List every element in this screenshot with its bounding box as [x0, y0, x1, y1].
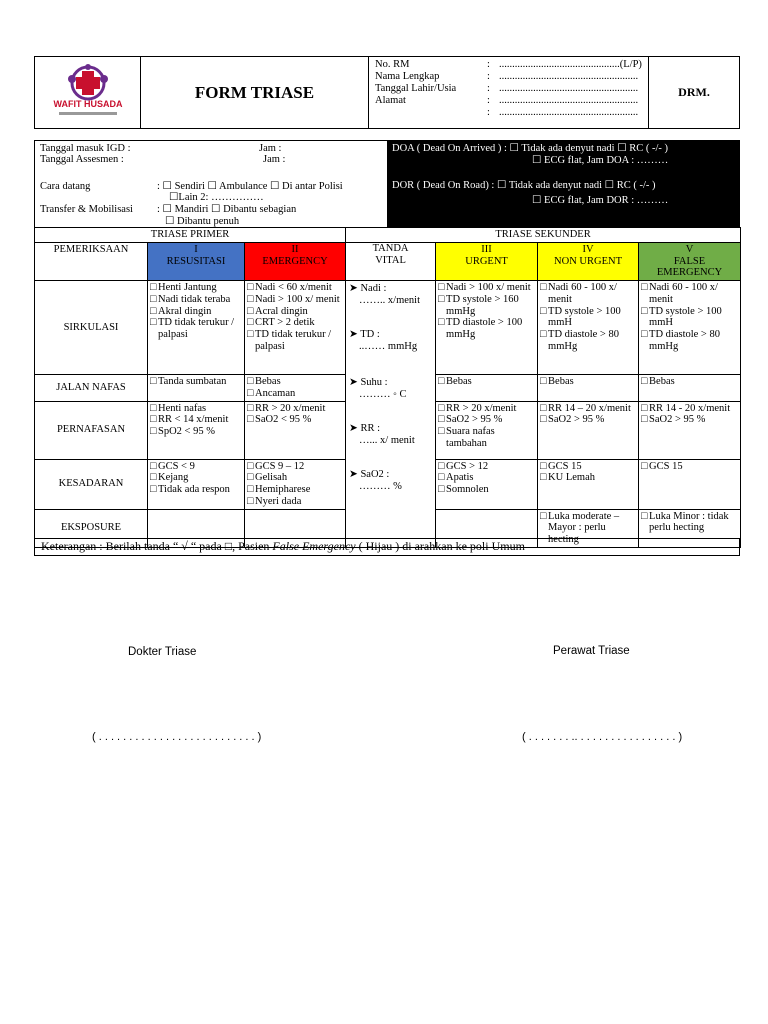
- cell-pernafasan-resusitasi: [148, 401, 245, 459]
- cell-jalan-nafas-urgent-item[interactable]: [438, 376, 535, 388]
- cell-pernafasan-non-urgent: [538, 401, 639, 459]
- checkbox-icon[interactable]: □: [438, 414, 445, 426]
- cell-pernafasan-emergency-item[interactable]: [247, 414, 343, 426]
- pemeriksaan-heading: PEMERIKSAAN: [35, 242, 148, 280]
- criteria-label: Henti Jantung: [158, 282, 217, 293]
- criteria-label: SaO2 > 95 %: [649, 414, 706, 426]
- row-sirkulasi: [35, 281, 741, 375]
- cell-jalan-nafas-non-urgent-item[interactable]: [540, 376, 636, 388]
- criteria-label: RR 14 - 20 x/menit: [649, 402, 731, 414]
- criteria-label: Nadi 60 - 100 x/ menit: [649, 282, 718, 305]
- checkbox-icon[interactable]: □: [540, 376, 547, 387]
- criteria-label: TD tidak terukur / palpasi: [158, 317, 235, 340]
- criteria-label: RR > 20 x/menit: [255, 402, 326, 414]
- cell-sirkulasi-non-urgent-item[interactable]: [540, 282, 636, 306]
- cell-kesadaran-non-urgent: [538, 459, 639, 509]
- criteria-label: RR > 20 x/menit: [446, 402, 517, 414]
- criteria-label: Henti nafas: [158, 402, 207, 414]
- jam-masuk-field[interactable]: Jam :: [259, 143, 282, 154]
- cell-kesadaran-emergency-item[interactable]: [247, 472, 343, 484]
- criteria-label: Akral dingin: [158, 305, 212, 317]
- checkbox-icon[interactable]: □: [641, 282, 648, 293]
- criteria-label: Hemipharese: [255, 484, 311, 495]
- cell-kesadaran-non-urgent-item[interactable]: [540, 472, 636, 484]
- cell-kesadaran-resusitasi-item[interactable]: [150, 484, 242, 496]
- cell-kesadaran-emergency-item[interactable]: [247, 461, 343, 473]
- criteria-label: RR 14 – 20 x/menit: [548, 402, 631, 414]
- criteria-label: Nadi > 100 x/ menit: [446, 282, 531, 293]
- cell-pernafasan-non-urgent-item[interactable]: [540, 403, 636, 415]
- cell-sirkulasi-resusitasi-item[interactable]: [150, 294, 242, 306]
- cell-pernafasan-non-urgent-item[interactable]: [540, 414, 636, 426]
- checkbox-icon[interactable]: □: [150, 460, 157, 472]
- cell-sirkulasi-emergency-item[interactable]: [247, 282, 343, 294]
- checkbox-icon[interactable]: □: [150, 305, 157, 317]
- criteria-label: Nadi < 60 x/menit: [255, 282, 332, 293]
- criteria-label: SaO2 > 95 %: [446, 414, 503, 426]
- cell-sirkulasi-emergency: [245, 281, 346, 375]
- dokter-signature-line[interactable]: ( . . . . . . . . . . . . . . . . . . . . . . . . . . ): [92, 731, 262, 743]
- criteria-label: Tidak ada respon: [158, 484, 230, 495]
- cell-kesadaran-emergency-item[interactable]: [247, 484, 343, 496]
- checkbox-icon[interactable]: □: [641, 376, 648, 387]
- svg-text:WAFIT HUSADA: WAFIT HUSADA: [53, 98, 122, 109]
- cell-kesadaran-false-emergency-item[interactable]: [641, 461, 738, 473]
- criteria-label: Bebas: [649, 376, 675, 387]
- cell-sirkulasi-emergency-item[interactable]: [247, 329, 343, 353]
- checkbox-icon[interactable]: □: [247, 472, 254, 484]
- doa-dor-panel: [387, 141, 739, 227]
- cell-jalan-nafas-urgent: [436, 375, 538, 402]
- cell-sirkulasi-resusitasi-item[interactable]: [150, 282, 242, 294]
- checkbox-icon[interactable]: □: [247, 484, 254, 495]
- cell-sirkulasi-false-emergency: [639, 281, 741, 375]
- checkbox-icon[interactable]: □: [540, 414, 547, 426]
- triage-table: [34, 227, 741, 548]
- criteria-label: Bebas: [548, 376, 574, 387]
- admission-left: [35, 141, 387, 227]
- form-header: [34, 56, 740, 129]
- checkbox-icon[interactable]: □: [438, 426, 445, 437]
- criteria-label: TD systole > 100 mmH: [548, 305, 621, 329]
- checkbox-icon[interactable]: □: [540, 472, 547, 484]
- checkbox-icon[interactable]: □: [438, 376, 445, 387]
- checkbox-icon[interactable]: □: [540, 510, 547, 522]
- perawat-triase-label: Perawat Triase: [553, 645, 630, 657]
- row-label-jalan-nafas: JALAN NAFAS: [35, 375, 148, 402]
- checkbox-icon[interactable]: □: [150, 414, 157, 426]
- cell-sirkulasi-non-urgent-item[interactable]: [540, 329, 636, 353]
- checkbox-icon[interactable]: □: [438, 484, 445, 495]
- cell-eksposure-false-emergency-item[interactable]: [641, 511, 738, 535]
- cell-pernafasan-emergency: [245, 401, 346, 459]
- checkbox-icon[interactable]: □: [641, 305, 648, 317]
- cell-kesadaran-urgent-item[interactable]: [438, 461, 535, 473]
- cell-kesadaran-urgent: [436, 459, 538, 509]
- criteria-label: KU Lemah: [548, 472, 595, 484]
- vital-rr[interactable]: ➤ RR : …... x/ menit: [349, 423, 415, 446]
- cell-jalan-nafas-emergency: [245, 375, 346, 402]
- cell-sirkulasi-emergency-item[interactable]: [247, 294, 343, 306]
- field-alamat[interactable]: Alamat : .....................................................: [375, 95, 639, 107]
- checkbox-icon[interactable]: □: [438, 293, 445, 305]
- checkbox-icon[interactable]: □: [247, 317, 254, 329]
- criteria-label: GCS 9 – 12: [255, 460, 305, 472]
- cell-pernafasan-urgent-item[interactable]: [438, 414, 535, 426]
- criteria-label: Tanda sumbatan: [158, 376, 227, 387]
- cell-jalan-nafas-non-urgent: [538, 375, 639, 402]
- criteria-label: Luka moderate – Mayor : perlu hecting: [548, 510, 620, 545]
- cell-jalan-nafas-emergency-item[interactable]: [247, 376, 343, 388]
- checkbox-icon[interactable]: □: [150, 293, 157, 305]
- checkbox-icon[interactable]: □: [247, 495, 254, 507]
- checkbox-icon[interactable]: □: [247, 376, 254, 387]
- checkbox-icon[interactable]: □: [150, 426, 157, 437]
- tanda-vital-column: [346, 281, 436, 548]
- checkbox-icon[interactable]: □: [540, 460, 547, 472]
- criteria-label: Acral dingin: [255, 305, 308, 317]
- row-label-kesadaran: KESADARAN: [35, 459, 148, 509]
- cell-pernafasan-resusitasi-item[interactable]: [150, 414, 242, 426]
- tanggal-masuk-field[interactable]: Tanggal masuk IGD :: [40, 143, 131, 154]
- criteria-label: TD diastole > 100 mmHg: [446, 317, 523, 340]
- field-no-rm[interactable]: No. RM : ..............................................(L/P): [375, 59, 642, 71]
- cell-pernafasan-false-emergency-item[interactable]: [641, 414, 738, 426]
- cell-sirkulasi-emergency-item[interactable]: [247, 306, 343, 318]
- criteria-label: TD systole > 100 mmH: [649, 305, 722, 329]
- checkbox-icon[interactable]: □: [438, 472, 445, 484]
- checkbox-icon[interactable]: □: [150, 472, 157, 484]
- criteria-label: TD diastole > 80 mmHg: [548, 329, 619, 352]
- cell-sirkulasi-non-urgent-item[interactable]: [540, 306, 636, 330]
- patient-identity-block: [369, 57, 649, 128]
- criteria-label: Apatis: [446, 472, 474, 484]
- cell-kesadaran-resusitasi: [148, 459, 245, 509]
- cell-sirkulasi-urgent-item[interactable]: [438, 282, 535, 294]
- field-nama[interactable]: Nama Lengkap : .....................................................: [375, 71, 639, 83]
- cell-sirkulasi-false-emergency-item[interactable]: [641, 306, 738, 330]
- row-label-pernafasan: PERNAFASAN: [35, 401, 148, 459]
- criteria-label: Nyeri dada: [255, 495, 302, 507]
- checkbox-icon[interactable]: □: [641, 510, 648, 522]
- criteria-label: SpO2 < 95 %: [158, 426, 215, 437]
- cell-sirkulasi-urgent-item[interactable]: [438, 317, 535, 341]
- checkbox-icon[interactable]: □: [150, 484, 157, 495]
- category-resusitasi: I RESUSITASI: [148, 242, 245, 280]
- row-label-sirkulasi: SIRKULASI: [35, 281, 148, 375]
- field-alamat-2[interactable]: : .....................................................: [487, 107, 639, 119]
- checkbox-icon[interactable]: □: [438, 282, 445, 293]
- cell-sirkulasi-false-emergency-item[interactable]: [641, 329, 738, 353]
- cell-sirkulasi-resusitasi-item[interactable]: [150, 317, 242, 341]
- cell-sirkulasi-urgent-item[interactable]: [438, 294, 535, 318]
- vital-nadi[interactable]: ➤ Nadi : …….. x/menit: [349, 283, 420, 306]
- cell-kesadaran-urgent-item[interactable]: [438, 472, 535, 484]
- criteria-label: Suara nafas tambahan: [446, 426, 495, 449]
- criteria-label: Nadi 60 - 100 x/ menit: [548, 282, 617, 305]
- checkbox-icon[interactable]: □: [540, 329, 547, 340]
- cell-kesadaran-non-urgent-item[interactable]: [540, 461, 636, 473]
- cara-datang-options[interactable]: : ☐ Sendiri ☐ Ambulance ☐ Di antar Polisi: [157, 181, 343, 192]
- checkbox-icon[interactable]: □: [641, 460, 648, 472]
- criteria-label: Gelisah: [255, 472, 288, 484]
- checkbox-icon[interactable]: □: [150, 282, 157, 293]
- cell-kesadaran-emergency: [245, 459, 346, 509]
- cell-pernafasan-urgent-item[interactable]: [438, 426, 535, 450]
- cell-jalan-nafas-false-emergency: [639, 375, 741, 402]
- cell-kesadaran-resusitasi-item[interactable]: [150, 461, 242, 473]
- checkbox-icon[interactable]: □: [247, 293, 254, 305]
- transfer-label: Transfer & Mobilisasi: [40, 204, 133, 215]
- criteria-label: CRT > 2 detik: [255, 317, 315, 329]
- checkbox-icon[interactable]: □: [438, 460, 445, 472]
- cell-sirkulasi-emergency-item[interactable]: [247, 317, 343, 329]
- checkbox-icon[interactable]: □: [247, 402, 254, 414]
- criteria-label: GCS < 9: [158, 460, 195, 472]
- checkbox-icon[interactable]: □: [247, 460, 254, 472]
- dor-ecg-flat[interactable]: ☐ ECG flat, Jam DOR : ………: [532, 195, 669, 206]
- checkbox-icon[interactable]: □: [641, 402, 648, 414]
- checkbox-icon[interactable]: □: [641, 329, 648, 340]
- keterangan-note: Keterangan : Berilah tanda “ √ “ pada □, Pasien False Emergency ( Hijau ) di arahkan ke poli Umum: [34, 538, 740, 556]
- checkbox-icon[interactable]: □: [540, 402, 547, 414]
- cara-datang-label: Cara datang: [40, 181, 91, 192]
- criteria-label: SaO2 > 95 %: [548, 414, 605, 426]
- criteria-label: GCS 15: [548, 460, 582, 472]
- cell-pernafasan-false-emergency: [639, 401, 741, 459]
- checkbox-icon[interactable]: □: [247, 414, 254, 426]
- checkbox-icon[interactable]: □: [641, 414, 648, 426]
- cell-jalan-nafas-false-emergency-item[interactable]: [641, 376, 738, 388]
- criteria-label: RR < 14 x/menit: [158, 414, 229, 426]
- criteria-label: GCS > 12: [446, 460, 489, 472]
- drm-label: DRM.: [678, 84, 710, 99]
- checkbox-icon[interactable]: □: [247, 305, 254, 317]
- triase-primer-heading: TRIASE PRIMER: [35, 228, 346, 243]
- dor-options[interactable]: DOR ( Dead On Road) : ☐ Tidak ada denyut nadi ☐ RC ( -/- ): [392, 180, 656, 191]
- perawat-signature-line[interactable]: ( . . . . . . . .. . . . . . . . . . . . . . . . . ): [522, 731, 683, 743]
- category-emergency: II EMERGENCY: [245, 242, 346, 280]
- hospital-logo: [35, 57, 141, 128]
- criteria-label: TD diastole > 80 mmHg: [649, 329, 720, 352]
- category-false-emergency: V FALSE EMERGENCY: [639, 242, 741, 280]
- cell-jalan-nafas-resusitasi: [148, 375, 245, 402]
- cell-sirkulasi-resusitasi-item[interactable]: [150, 306, 242, 318]
- criteria-label: Bebas: [446, 376, 472, 387]
- criteria-label: Luka Minor : tidak perlu hecting: [649, 510, 729, 534]
- checkbox-icon[interactable]: □: [150, 317, 157, 329]
- criteria-label: Nadi tidak teraba: [158, 293, 231, 305]
- cell-pernafasan-urgent: [436, 401, 538, 459]
- cell-kesadaran-false-emergency: [639, 459, 741, 509]
- checkbox-icon[interactable]: □: [150, 402, 157, 414]
- checkbox-icon[interactable]: □: [247, 329, 254, 340]
- criteria-label: Ancaman: [255, 387, 296, 399]
- checkbox-icon[interactable]: □: [540, 282, 547, 293]
- cell-kesadaran-urgent-item[interactable]: [438, 484, 535, 496]
- cell-jalan-nafas-emergency-item[interactable]: [247, 388, 343, 400]
- jam-assesmen-field[interactable]: Jam :: [263, 154, 286, 165]
- tanda-vital-heading: TANDA VITAL: [346, 242, 436, 280]
- cell-pernafasan-resusitasi-item[interactable]: [150, 403, 242, 415]
- cell-kesadaran-emergency-item[interactable]: [247, 496, 343, 508]
- dibantu-penuh-option[interactable]: ☐ Dibantu penuh: [165, 216, 240, 227]
- doa-ecg-flat[interactable]: ☐ ECG flat, Jam DOA : ………: [532, 155, 669, 166]
- row-label-eksposure: EKSPOSURE: [35, 509, 148, 547]
- criteria-label: SaO2 < 95 %: [255, 414, 312, 426]
- cell-sirkulasi-resusitasi: [148, 281, 245, 375]
- cell-jalan-nafas-resusitasi-item[interactable]: [150, 376, 242, 388]
- cell-sirkulasi-urgent: [436, 281, 538, 375]
- cell-pernafasan-false-emergency-item[interactable]: [641, 403, 738, 415]
- checkbox-icon[interactable]: □: [247, 282, 254, 293]
- form-title: FORM TRIASE: [141, 57, 369, 128]
- criteria-label: Somnolen: [446, 484, 489, 495]
- criteria-label: Nadi > 100 x/ menit: [255, 293, 340, 305]
- criteria-label: Kejang: [158, 472, 189, 484]
- vital-td[interactable]: ➤ TD : ..…… mmHg: [349, 329, 418, 352]
- cell-pernafasan-resusitasi-item[interactable]: [150, 426, 242, 438]
- category-urgent: III URGENT: [436, 242, 538, 280]
- category-non-urgent: IV NON URGENT: [538, 242, 639, 280]
- vital-sao2[interactable]: ➤ SaO2 : ……… %: [349, 469, 402, 492]
- cell-pernafasan-emergency-item[interactable]: [247, 403, 343, 415]
- checkbox-icon[interactable]: □: [438, 402, 445, 414]
- cell-pernafasan-urgent-item[interactable]: [438, 403, 535, 415]
- checkbox-icon[interactable]: □: [438, 317, 445, 329]
- triase-sekunder-heading: TRIASE SEKUNDER: [346, 228, 741, 243]
- admission-info: [34, 140, 740, 228]
- cell-kesadaran-resusitasi-item[interactable]: [150, 472, 242, 484]
- checkbox-icon[interactable]: □: [247, 387, 254, 399]
- criteria-label: TD systole > 160 mmHg: [446, 293, 519, 317]
- doa-options[interactable]: DOA ( Dead On Arrived ) : ☐ Tidak ada denyut nadi ☐ RC ( -/- ): [392, 143, 669, 154]
- tanggal-assesmen-field[interactable]: Tanggal Assesmen :: [40, 154, 124, 165]
- cell-sirkulasi-non-urgent: [538, 281, 639, 375]
- checkbox-icon[interactable]: □: [540, 305, 547, 317]
- criteria-label: Bebas: [255, 376, 281, 387]
- cell-sirkulasi-false-emergency-item[interactable]: [641, 282, 738, 306]
- criteria-label: GCS 15: [649, 460, 683, 472]
- lain-lain-option[interactable]: ☐Lain 2: ……………: [169, 192, 264, 203]
- checkbox-icon[interactable]: □: [150, 376, 157, 387]
- dokter-triase-label: Dokter Triase: [128, 646, 197, 658]
- criteria-label: TD tidak terukur / palpasi: [255, 329, 332, 352]
- field-tanggal-lahir[interactable]: Tanggal Lahir/Usia : .....................................................: [375, 83, 639, 95]
- vital-suhu[interactable]: ➤ Suhu : ……… ◦ C: [349, 377, 407, 400]
- logo-emblem-icon: [45, 63, 131, 123]
- transfer-options[interactable]: : ☐ Mandiri ☐ Dibantu sebagian: [157, 204, 297, 215]
